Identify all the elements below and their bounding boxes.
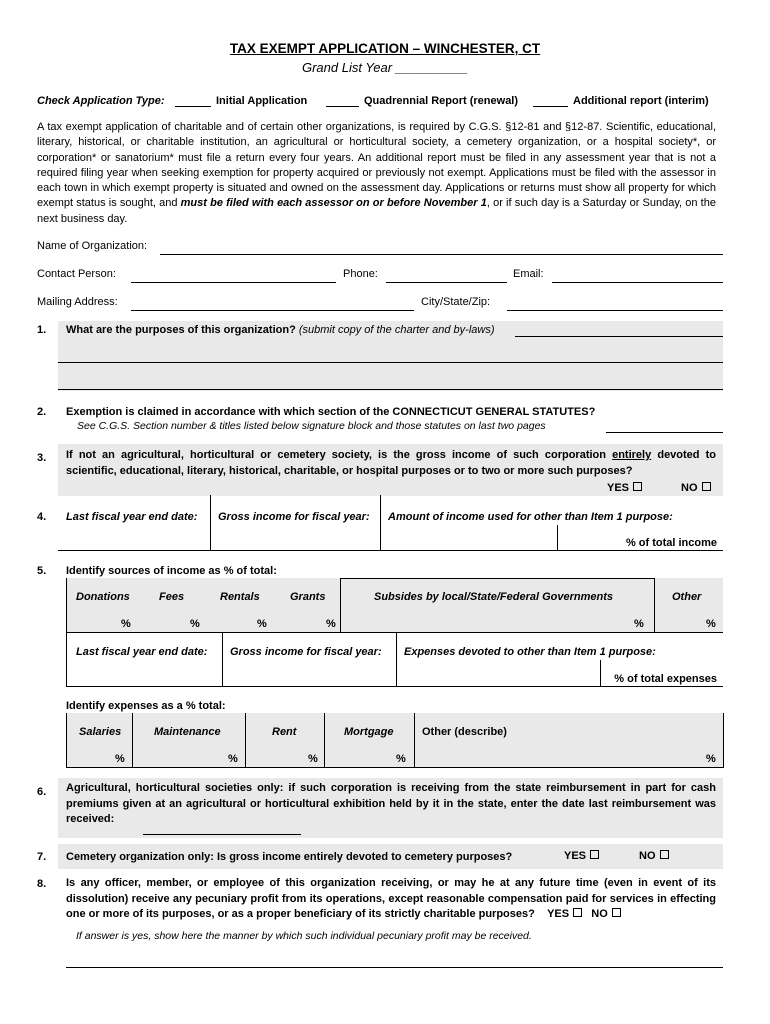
q5-fiscal-end: Last fiscal year end date: (76, 646, 208, 658)
q8-yes[interactable]: YES (538, 908, 582, 920)
exp-div-1 (66, 713, 67, 768)
pct-fees[interactable]: % (190, 618, 200, 630)
org-name-label: Name of Organization: (37, 240, 148, 252)
q7-question: Cemetery organization only: Is gross income entirely devoted to cemetery purposes? (66, 851, 513, 863)
exp-pct-mortgage[interactable]: % (396, 753, 406, 765)
contact-label: Contact Person: (37, 268, 116, 280)
q6-question: Agricultural, horticultural societies only: if such corporation is receiving from the state reimbursement in part for cash premiums given at an agricultural or horticultural exhibition held by it in the state, enter the date last reimbursement was received: (66, 782, 716, 825)
q4-fiscal-end: Last fiscal year end date: (66, 511, 198, 523)
additional-blank[interactable] (533, 106, 568, 107)
exp-pct-other[interactable]: % (706, 753, 716, 765)
q4-pct-income: % of total income (625, 537, 717, 549)
form-title: TAX EXEMPT APPLICATION – WINCHESTER, CT (229, 41, 541, 56)
sources-div-1 (66, 578, 67, 633)
pct-donations[interactable]: % (121, 618, 131, 630)
q4-divider-1 (210, 495, 211, 550)
pct-other[interactable]: % (706, 618, 716, 630)
quadrennial-label: Quadrennial Report (renewal) (364, 95, 519, 107)
q1-question: What are the purposes of this organization? (submit copy of the charter and by-laws) (66, 324, 495, 336)
q3-no-checkbox[interactable] (702, 482, 711, 491)
org-name-field[interactable] (160, 254, 723, 255)
q3-number: 3. (37, 452, 47, 464)
q5-fiscal-div-2 (222, 632, 223, 687)
q5-fiscal-div-3 (396, 632, 397, 687)
source-other: Other (672, 591, 702, 603)
exp-rent: Rent (272, 726, 297, 738)
q6-answer-line[interactable] (143, 834, 301, 835)
q5-fiscal-div-1 (66, 632, 67, 687)
city-label: City/State/Zip: (421, 296, 491, 308)
expenses-shade (66, 713, 723, 768)
q7-yes[interactable]: YES (564, 850, 599, 862)
source-fees: Fees (159, 591, 185, 603)
source-rentals: Rentals (220, 591, 260, 603)
q5-pct-expenses: % of total expenses (614, 673, 717, 685)
q3-question: If not an agricultural, horticultural or cemetery society, is the gross income of such corporation entirely devoted to scientific, educational, literary, historical, charitable, or hospital purposes or to two or more such purposes? (66, 449, 717, 477)
q4-amount-other: Amount of income used for other than Item 1 purpose: (388, 511, 673, 523)
exp-pct-salaries[interactable]: % (115, 753, 125, 765)
q4-bottom-line (58, 550, 723, 551)
sources-div-3 (654, 578, 655, 633)
q2-number: 2. (37, 406, 47, 418)
q3-yes-checkbox[interactable] (633, 482, 642, 491)
phone-label: Phone: (343, 268, 378, 280)
q1-answer-line-3[interactable] (58, 389, 723, 390)
q5-number: 5. (37, 565, 47, 577)
q1-answer-line-2[interactable] (58, 362, 723, 363)
q7-yes-checkbox[interactable] (590, 850, 599, 859)
pct-grants[interactable]: % (326, 618, 336, 630)
app-type-label: Check Application Type: (37, 95, 165, 107)
contact-field[interactable] (131, 282, 336, 283)
q8-question: Is any officer, member, or employee of this organization receiving, or may he at any future time (even in event of its dissolution) receive any pecuniary profit from its operations, except reasonable compensation paid for services in effecting one or more of its purposes, or as a proper beneficiary of its strictly charitable purposes? YES NO (66, 877, 716, 920)
q4-gross-income: Gross income for fiscal year: (218, 511, 370, 523)
exp-div-3 (245, 713, 246, 768)
pct-rentals[interactable]: % (257, 618, 267, 630)
q3-no[interactable]: NO (681, 482, 711, 494)
q6-number: 6. (37, 786, 47, 798)
exp-mortgage: Mortgage (344, 726, 394, 738)
phone-field[interactable] (386, 282, 507, 283)
email-field[interactable] (552, 282, 723, 283)
exp-maintenance: Maintenance (154, 726, 221, 738)
q8-answer-line[interactable] (66, 967, 723, 968)
q5-gross-income: Gross income for fiscal year: (230, 646, 382, 658)
intro-paragraph: A tax exempt application of charitable and of certain other organizations, is required by C.G.S. §12-81 and §12-87. Scientific, educational, literary, historical, or charitable institution, an agricultural or horticultural society, a cemetery organization, or a hospital society*, or corporation* or sanatorium* must file a return every four years. An additional report must be filed in any assessment year that is not a required filing year when seeking exemption for property acquired or previously not exempt. Applications must be filed with the assessor in each town in which exempt property is situated and owned on the assessment day. Applications or returns must show all property for which exempt status is sought, and must be filed with each assessor on or before November 1, or if such day is a Saturday or Sunday, on the next business day. (37, 121, 716, 225)
q5-expenses-other: Expenses devoted to other than Item 1 purpose: (404, 646, 656, 658)
q5-heading: Identify sources of income as % of total: (66, 565, 277, 577)
q2-question: Exemption is claimed in accordance with which section of the CONNECTICUT GENERAL STATUTES? (66, 406, 596, 418)
mailing-field[interactable] (131, 310, 414, 311)
exp-other: Other (describe) (422, 726, 507, 738)
q2-answer-line[interactable] (606, 432, 723, 433)
initial-application-label: Initial Application (216, 95, 308, 107)
q8-no-checkbox[interactable] (612, 908, 621, 917)
exp-div-6 (723, 713, 724, 768)
sources-shade (66, 578, 723, 633)
source-donations: Donations (76, 591, 130, 603)
sources-top (340, 578, 654, 579)
quad-blank[interactable] (326, 106, 359, 107)
q1-answer-line-1[interactable] (515, 336, 723, 337)
email-label: Email: (513, 268, 544, 280)
exp-salaries: Salaries (79, 726, 122, 738)
exp-pct-maintenance[interactable]: % (228, 753, 238, 765)
city-field[interactable] (507, 310, 723, 311)
q7-no[interactable]: NO (639, 850, 669, 862)
q7-no-checkbox[interactable] (660, 850, 669, 859)
source-government: Subsides by local/State/Federal Governments (374, 591, 614, 603)
pct-government[interactable]: % (634, 618, 644, 630)
exp-div-2 (132, 713, 133, 768)
sources-bottom (66, 632, 723, 633)
exp-pct-rent[interactable]: % (308, 753, 318, 765)
exp-div-5 (414, 713, 415, 768)
mailing-label: Mailing Address: (37, 296, 118, 308)
q4-number: 4. (37, 511, 47, 523)
additional-label: Additional report (interim) (573, 95, 709, 107)
q7-number: 7. (37, 851, 47, 863)
expenses-bottom (66, 767, 723, 768)
q8-number: 8. (37, 878, 47, 890)
q2-note: See C.G.S. Section number & titles listed below signature block and those statutes on last two pages (77, 420, 546, 432)
q4-divider-2 (380, 495, 381, 550)
initial-blank[interactable] (175, 106, 211, 107)
q3-yes[interactable]: YES (607, 482, 642, 494)
q8-yes-checkbox[interactable] (573, 908, 582, 917)
expenses-heading: Identify expenses as a % total: (66, 700, 226, 712)
grand-list-year: Grand List Year __________ (301, 60, 468, 75)
q5-fiscal-bottom (66, 686, 723, 687)
q8-note: If answer is yes, show here the manner by which such individual pecuniary profit may be received. (76, 930, 532, 942)
exp-div-4 (324, 713, 325, 768)
q1-number: 1. (37, 324, 47, 336)
q8-no[interactable]: NO (585, 908, 621, 920)
source-grants: Grants (290, 591, 326, 603)
sources-div-2 (340, 578, 341, 633)
